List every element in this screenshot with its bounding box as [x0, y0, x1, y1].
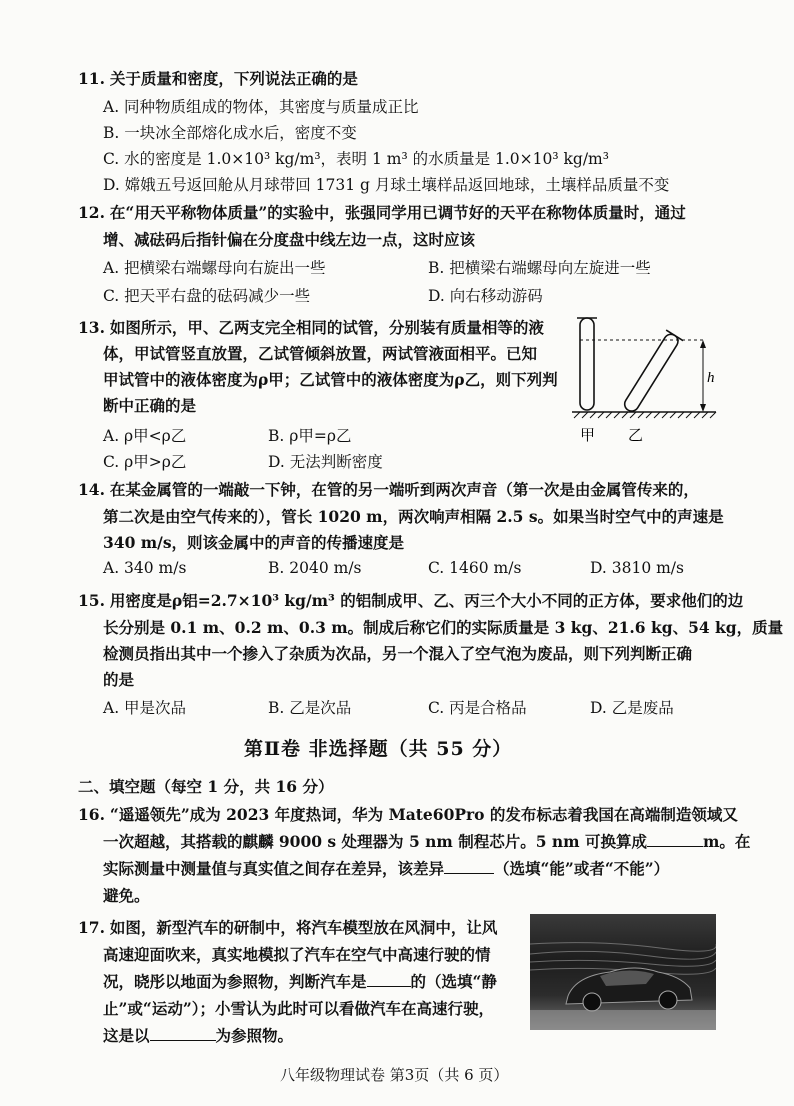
q13-option-c: C. ρ甲>ρ乙 [103, 453, 187, 471]
q15-stem-2: 长分别是 0.1 m、0.2 m、0.3 m。制成后称它们的实际质量是 3 kg、21.6 kg、54 kg，质量 [103, 618, 784, 637]
q11-stem-text: 关于质量和密度，下列说法正确的是 [109, 69, 358, 88]
q16-line-1 [78, 803, 738, 825]
fig-label-jia: 甲 [580, 426, 596, 444]
q11-option-b: B. 一块冰全部熔化成水后，密度不变 [103, 124, 357, 142]
q13-stem-2: 体，甲试管竖直放置，乙试管倾斜放置，两试管液面相平。已知 [103, 344, 538, 363]
q16-number: 16. [78, 805, 105, 824]
section-2-title: 第Ⅱ卷 非选择题（共 55 分） [244, 738, 513, 760]
q14-stem-text-1: 在某金属管的一端敲一下钟，在管的另一端听到两次声音（第一次是由金属管传来的， [109, 480, 699, 499]
q15-stem-1 [78, 589, 743, 611]
q13-test-tube-figure [566, 312, 736, 464]
q11-number: 11. [78, 69, 105, 88]
q17-line-4: 止”或“运动”）；小雪认为此时可以看做汽车在高速行驶， [103, 999, 494, 1018]
q14-option-d: D. 3810 m/s [590, 559, 684, 577]
q14-stem-1 [78, 478, 699, 500]
tube-jia [580, 318, 594, 410]
wind-tunnel-car-photo [530, 914, 716, 1030]
fig-label-yi: 乙 [628, 426, 644, 444]
q17-blank-1[interactable] [367, 972, 411, 987]
q14-option-c: C. 1460 m/s [428, 559, 522, 577]
q17-blank-2[interactable] [150, 1026, 216, 1041]
q17-line-5 [103, 1024, 293, 1046]
q12-option-b: B. 把横梁右端螺母向左旋进一些 [428, 259, 651, 277]
q17-line-1-text: 如图，新型汽车的研制中，将汽车模型放在风洞中，让风 [109, 918, 498, 937]
q17-line-3 [103, 970, 497, 992]
q16-blank-2[interactable] [444, 859, 494, 874]
fig-label-h: h [707, 370, 715, 386]
page-footer: 八年级物理试卷 第3页（共 6 页） [280, 1066, 509, 1084]
q15-stem-4: 的是 [103, 670, 135, 689]
tube-yi [620, 330, 684, 415]
q15-option-a: A. 甲是次品 [103, 699, 187, 717]
q14-option-a: A. 340 m/s [103, 559, 187, 577]
q14-number: 14. [78, 480, 105, 499]
q11-option-c: C. 水的密度是 1.0×10³ kg/m³，表明 1 m³ 的水质量是 1.0×10³ kg/m³ [103, 150, 609, 168]
q17-line-5a: 这是以 [103, 1026, 150, 1045]
car-silhouette [530, 914, 716, 1030]
q13-option-d: D. 无法判断密度 [268, 453, 383, 471]
q17-line-3b: 的（选填“静 [410, 972, 497, 991]
q15-number: 15. [78, 591, 105, 610]
q11-option-a: A. 同种物质组成的物体，其密度与质量成正比 [103, 98, 419, 116]
q14-option-b: B. 2040 m/s [268, 559, 362, 577]
q16-blank-1[interactable] [647, 832, 703, 847]
part-2-title: 二、填空题（每空 1 分，共 16 分） [78, 777, 334, 796]
q11-stem [78, 67, 358, 89]
q12-stem-text-1: 在“用天平称物体质量”的实验中，张强同学用已调节好的天平在称物体质量时，通过 [109, 203, 686, 222]
q17-line-5b: 为参照物。 [215, 1026, 294, 1045]
q12-stem-2: 增、减砝码后指针偏在分度盘中线左边一点，这时应该 [103, 230, 476, 249]
q16-line-2 [103, 830, 750, 852]
q13-option-a: A. ρ甲<ρ乙 [103, 427, 187, 445]
q17-number: 17. [78, 918, 105, 937]
q17-line-1 [78, 916, 497, 938]
q16-line-2a: 一次超越，其搭载的麒麟 9000 s 处理器为 5 nm 制程芯片。5 nm 可换算成 [103, 832, 647, 851]
q14-stem-2: 第二次是由空气传来的），管长 1020 m，两次响声相隔 2.5 s。如果当时空气中的声速是 [103, 507, 724, 526]
q15-option-d: D. 乙是废品 [590, 699, 674, 717]
q15-stem-text-1: 用密度是ρ铝=2.7×10³ kg/m³ 的铝制成甲、乙、丙三个大小不同的正方体，要求他们的边 [109, 591, 744, 610]
q15-option-c: C. 丙是合格品 [428, 699, 527, 717]
q16-line-3a: 实际测量中测量值与真实值之间存在差异，该差异 [103, 859, 445, 878]
q13-stem-4: 断中正确的是 [103, 396, 197, 415]
q13-stem-3: 甲试管中的液体密度为ρ甲；乙试管中的液体密度为ρ乙，则下列判 [103, 370, 558, 389]
q14-stem-3: 340 m/s，则该金属中的声音的传播速度是 [103, 533, 405, 552]
q17-line-3a: 况，晓彤以地面为参照物，判断汽车是 [103, 972, 367, 991]
q12-stem-1 [78, 201, 686, 223]
q13-number: 13. [78, 318, 105, 337]
q16-line-2b: m。在 [702, 832, 751, 851]
q11-option-d: D. 嫦娥五号返回舱从月球带回 1731 g 月球土壤样品返回地球，土壤样品质量不变 [103, 176, 670, 194]
q12-option-a: A. 把横梁右端螺母向右旋出一些 [103, 259, 326, 277]
q12-number: 12. [78, 203, 105, 222]
q13-stem-text-1: 如图所示，甲、乙两支完全相同的试管，分别装有质量相等的液 [109, 318, 544, 337]
q12-option-c: C. 把天平右盘的砝码减少一些 [103, 287, 311, 305]
q16-line-1-text: “遥遥领先”成为 2023 年度热词，华为 Mate60Pro 的发布标志着我国在高端制造领域又 [109, 805, 738, 824]
q16-line-4: 避免。 [103, 886, 150, 905]
q16-line-3 [103, 857, 669, 879]
q12-option-d: D. 向右移动游码 [428, 287, 543, 305]
q15-stem-3: 检测员指出其中一个掺入了杂质为次品，另一个混入了空气泡为废品，则下列判断正确 [103, 644, 693, 663]
q13-option-b: B. ρ甲=ρ乙 [268, 427, 352, 445]
q13-stem-1 [78, 316, 544, 338]
q15-option-b: B. 乙是次品 [268, 699, 352, 717]
q17-line-2: 高速迎面吹来，真实地模拟了汽车在空气中高速行驶的情 [103, 945, 491, 964]
q16-line-3b: （选填“能”或者“不能”） [494, 859, 670, 878]
